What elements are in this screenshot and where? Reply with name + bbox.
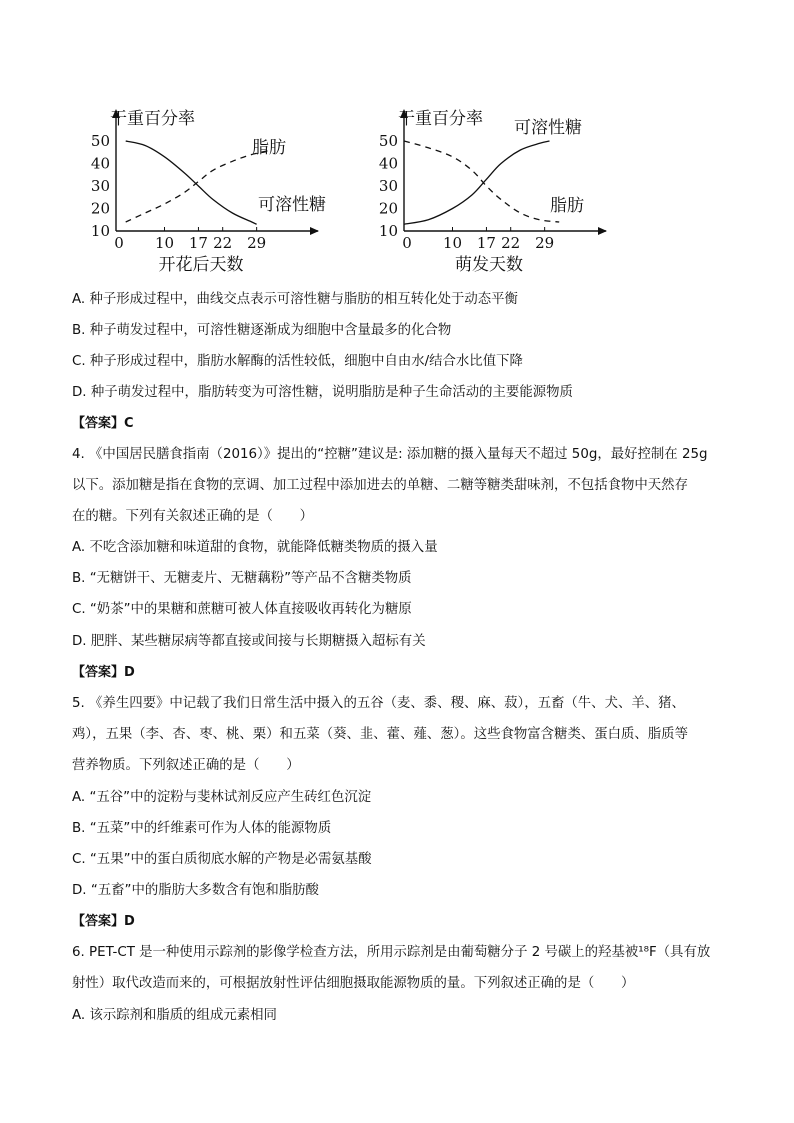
series-label: 脂肪 xyxy=(252,138,286,158)
series-line-sugar xyxy=(404,141,550,224)
q4-option-a: A. 不吃含添加糖和味道甜的食物，就能降低糖类物质的摄入量 xyxy=(72,540,438,555)
q4-stem-line-2: 以下。添加糖是指在食物的烹调、加工过程中添加进去的单糖、二糖等糖类甜味剂，不包括食物中天然存 xyxy=(72,478,688,493)
q5-stem-line-1: 5. 《养生四要》中记载了我们日常生活中摄入的五谷（麦、黍、稷、麻、菽），五畜（牛、犬、羊、猪、 xyxy=(72,696,685,711)
x-tick-label: 17 xyxy=(188,234,208,252)
y-tick-label: 40 xyxy=(378,154,398,173)
q5-option-a: A. “五谷”中的淀粉与斐林试剂反应产生砖红色沉淀 xyxy=(72,790,372,805)
y-tick-label: 20 xyxy=(90,199,110,218)
q4-stem-line-3: 在的糖。下列有关叙述正确的是（ ） xyxy=(72,509,314,524)
q5-option-c: C. “五果”中的蛋白质彻底水解的产物是必需氨基酸 xyxy=(72,852,372,867)
y-tick-label: 30 xyxy=(378,177,398,195)
y-tick-label: 50 xyxy=(90,132,110,150)
q4-answer: 【答案】D xyxy=(72,665,135,680)
q4-stem-line-1: 4. 《中国居民膳食指南（2016）》提出的“控糖”建议是: 添加糖的摄入量每天不超过 50g，最好控制在 25g xyxy=(72,447,708,462)
y-tick-label: 40 xyxy=(90,154,110,173)
x-tick-label: 10 xyxy=(154,234,175,252)
q4-option-b: B. “无糖饼干、无糖麦片、无糖藕粉”等产品不含糖类物质 xyxy=(72,571,412,586)
q5-option-b: B. “五菜”中的纤维素可作为人体的能源物质 xyxy=(72,821,332,836)
y-tick-label: 30 xyxy=(90,177,110,195)
q5-option-d: D. “五畜”中的脂肪大多数含有饱和脂肪酸 xyxy=(72,883,319,898)
series-label: 可溶性糖 xyxy=(514,118,582,138)
x-axis-label: 萌发天数 xyxy=(455,255,523,275)
q6-option-a: A. 该示踪剂和脂质的组成元素相同 xyxy=(72,1008,277,1023)
y-tick-label: 20 xyxy=(378,199,398,218)
x-tick-label: 17 xyxy=(476,234,496,252)
y-axis-label: 干重百分率 xyxy=(110,109,195,129)
y-tick-label: 10 xyxy=(378,222,398,240)
q3-option-d: D. 种子萌发过程中，脂肪转变为可溶性糖，说明脂肪是种子生命活动的主要能源物质 xyxy=(72,385,573,400)
series-label: 可溶性糖 xyxy=(258,195,326,215)
q5-stem-line-2: 鸡），五果（李、杏、枣、桃、栗）和五菜（葵、韭、藿、薤、葱）。这些食物富含糖类、蛋白质、脂质等 xyxy=(72,727,688,742)
y-tick-label: 10 xyxy=(90,222,110,240)
x-tick-label: 10 xyxy=(442,234,463,252)
series-label: 脂肪 xyxy=(550,196,584,216)
x-axis-arrow xyxy=(310,227,319,235)
q5-answer: 【答案】D xyxy=(72,914,135,929)
q3-option-a: A. 种子形成过程中，曲线交点表示可溶性糖与脂肪的相互转化处于动态平衡 xyxy=(72,292,518,307)
q4-option-c: C. “奶茶”中的果糖和蔗糖可被人体直接吸收再转化为糖原 xyxy=(72,602,412,617)
chart-flowering xyxy=(66,98,326,283)
x-tick-label: 29 xyxy=(247,234,267,252)
x-tick-label: 22 xyxy=(501,234,521,252)
x-axis-arrow xyxy=(598,227,607,235)
q6-stem-line-2: 射性）取代改造而来的，可根据放射性评估细胞摄取能源物质的量。下列叙述正确的是（ ） xyxy=(72,976,635,991)
series-line-sugar xyxy=(126,141,257,224)
figure-charts xyxy=(66,98,626,283)
x-tick-label: 29 xyxy=(535,234,555,252)
y-axis-label: 干重百分率 xyxy=(398,109,483,129)
x-tick-label: 0 xyxy=(114,234,124,252)
q3-option-b: B. 种子萌发过程中，可溶性糖逐渐成为细胞中含量最多的化合物 xyxy=(72,323,452,338)
chart-germination xyxy=(354,98,614,283)
x-tick-label: 22 xyxy=(213,234,233,252)
x-tick-label: 0 xyxy=(402,234,412,252)
q6-stem-line-1: 6. PET-CT 是一种使用示踪剂的影像学检查方法，所用示踪剂是由葡萄糖分子 2 号碳上的羟基被¹⁸F（具有放 xyxy=(72,945,711,960)
q3-answer: 【答案】C xyxy=(72,416,134,431)
q3-option-c: C. 种子形成过程中，脂肪水解酶的活性较低，细胞中自由水/结合水比值下降 xyxy=(72,354,523,369)
series-line-fat xyxy=(404,141,559,222)
q5-stem-line-3: 营养物质。下列叙述正确的是（ ） xyxy=(72,758,300,773)
y-tick-label: 50 xyxy=(378,132,398,150)
q4-option-d: D. 肥胖、某些糖尿病等都直接或间接与长期糖摄入超标有关 xyxy=(72,634,426,649)
x-axis-label: 开花后天数 xyxy=(158,255,244,275)
